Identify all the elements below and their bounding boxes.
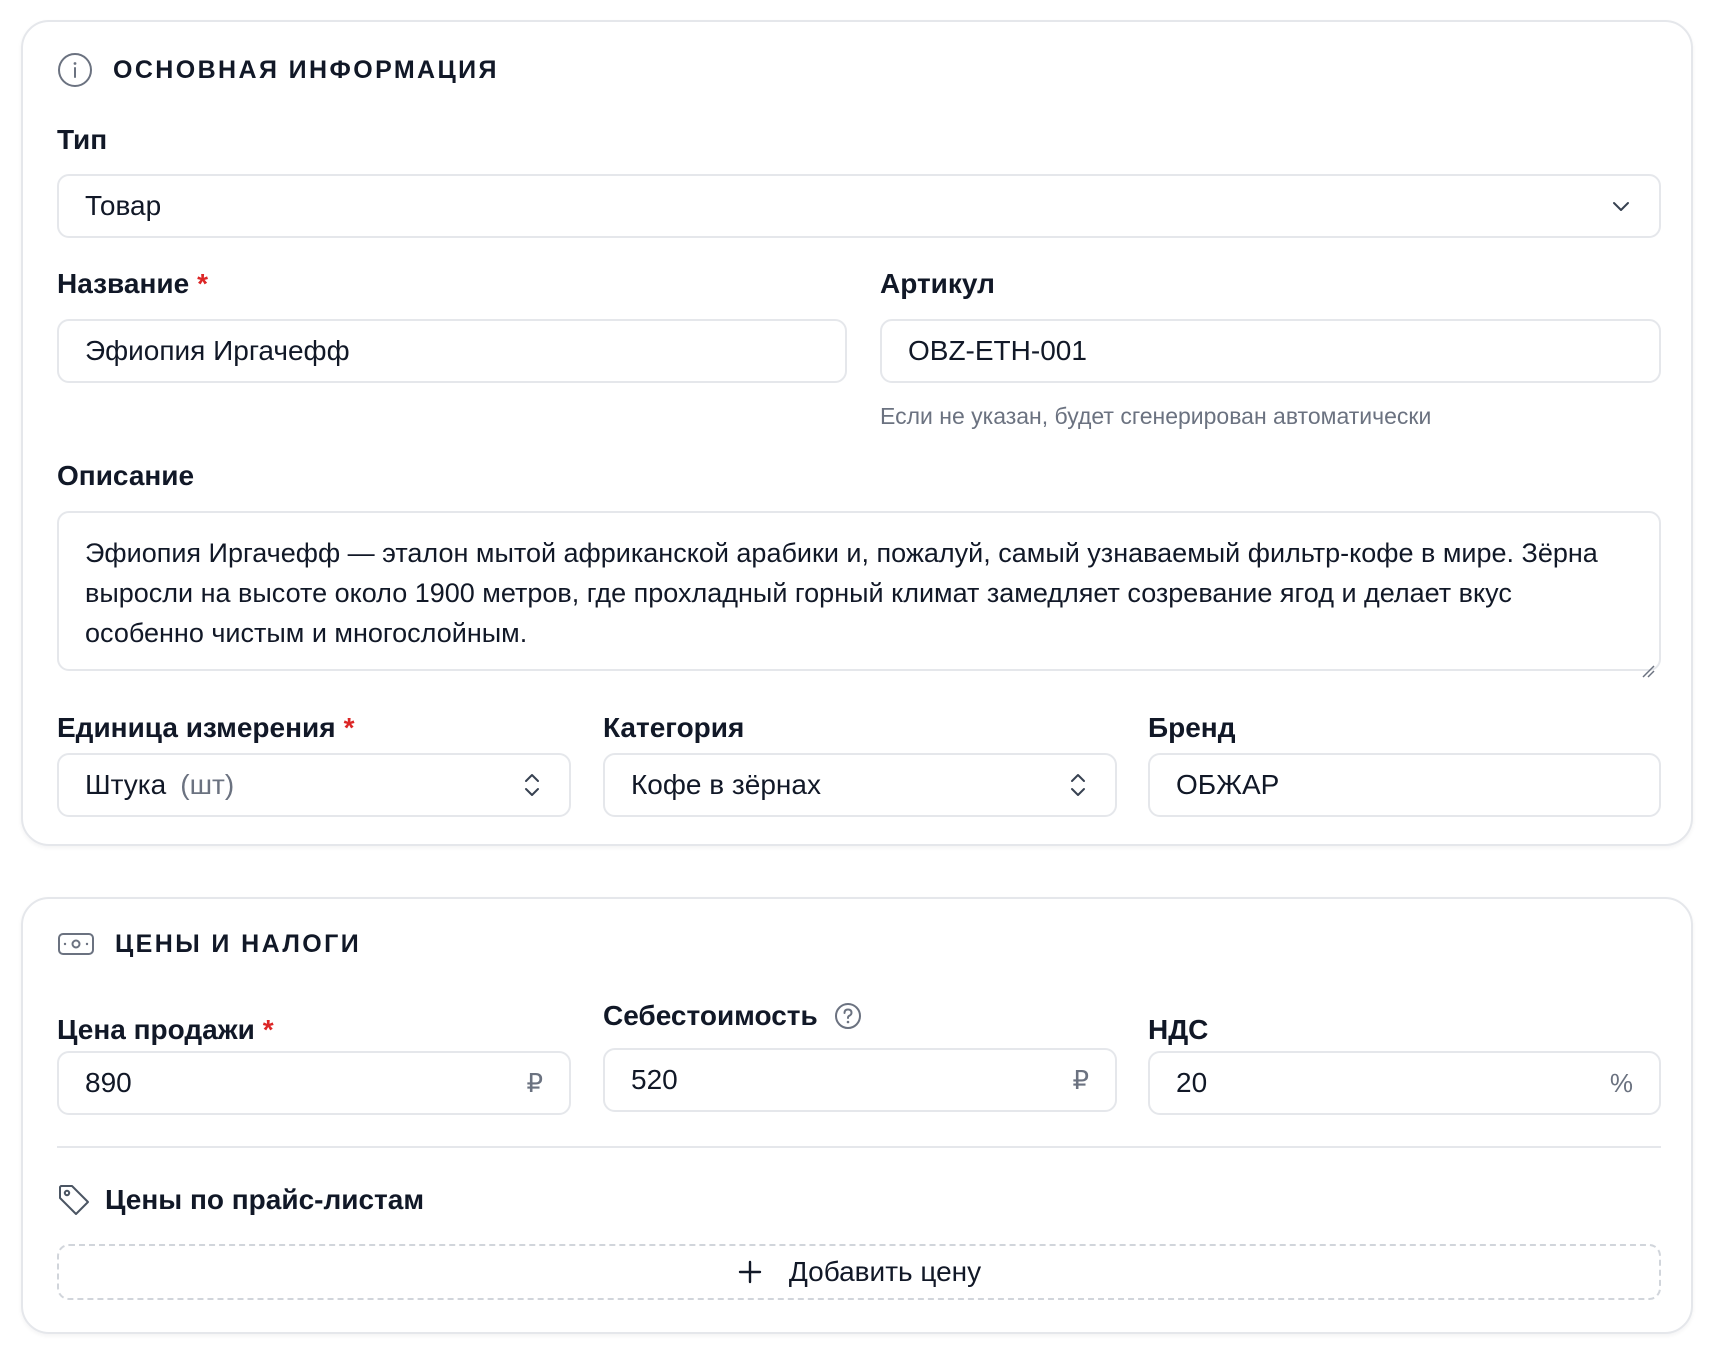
- type-select[interactable]: [57, 174, 1661, 238]
- pricing-header: [57, 929, 361, 959]
- chevron-down-icon: [1609, 194, 1633, 218]
- category-value: Кофе в зёрнах: [631, 769, 821, 800]
- required-mark: *: [197, 268, 209, 299]
- section-title: ОСНОВНАЯ ИНФОРМАЦИЯ: [113, 55, 499, 84]
- divider: [57, 1146, 1661, 1148]
- description-textarea[interactable]: [57, 511, 1661, 671]
- sku-label: Артикул: [880, 268, 995, 299]
- unit-value: Штука: [85, 769, 167, 800]
- section-title: ЦЕНЫ И НАЛОГИ: [115, 929, 362, 958]
- basic-info-header: [57, 52, 499, 88]
- sale-price-label: Цена продажи *: [57, 1014, 274, 1045]
- sku-input[interactable]: [880, 319, 1661, 383]
- basic-info-card: [21, 20, 1693, 846]
- required-mark: *: [262, 1014, 274, 1045]
- cost-input[interactable]: [603, 1048, 1117, 1112]
- vat-value: 20: [1176, 1067, 1208, 1098]
- cost-value: 520: [631, 1064, 678, 1095]
- plus-icon: [737, 1259, 763, 1285]
- percent-icon: %: [1609, 1067, 1633, 1098]
- info-circle-icon: [57, 52, 93, 88]
- ruble-icon: ₽: [1072, 1064, 1089, 1095]
- type-label: Тип: [57, 124, 108, 155]
- tag-icon: [57, 1183, 91, 1217]
- name-label: Название *: [57, 268, 209, 299]
- type-value: Товар: [85, 190, 162, 221]
- category-select[interactable]: [603, 753, 1117, 817]
- ruble-icon: ₽: [526, 1067, 543, 1098]
- price-lists-label: Цены по прайс-листам: [105, 1184, 425, 1215]
- name-value: Эфиопия Иргачефф: [85, 335, 350, 366]
- sale-price-value: 890: [85, 1067, 132, 1098]
- unit-abbr: (шт): [180, 769, 235, 800]
- brand-value: ОБЖАР: [1176, 769, 1280, 800]
- cost-label: Себестоимость: [603, 1000, 862, 1032]
- unit-label: Единица измерения *: [57, 712, 355, 743]
- unit-select[interactable]: [57, 753, 571, 817]
- resize-handle-icon[interactable]: [1639, 649, 1655, 665]
- brand-label: Бренд: [1148, 712, 1236, 743]
- brand-input[interactable]: [1148, 753, 1661, 817]
- pricing-card: [21, 897, 1693, 1334]
- description-value: Эфиопия Иргачефф — эталон мытой африканской арабики и, пожалуй, самый узнаваемый фильтр-кофе в мире. Зёрна выросли на высоте около 1900 метров, где прохладный горный климат замедляет созревание ягод и делает вкус особенно чистым и многослойным.: [85, 538, 1598, 648]
- required-mark: *: [343, 712, 355, 743]
- banknote-icon: [57, 929, 95, 959]
- vat-input[interactable]: [1148, 1051, 1661, 1115]
- sku-value: OBZ-ETH-001: [908, 335, 1087, 366]
- name-input[interactable]: [57, 319, 847, 383]
- chevron-up-down-icon: [521, 770, 543, 800]
- description-label: Описание: [57, 460, 195, 491]
- sale-price-input[interactable]: [57, 1051, 571, 1115]
- vat-label: НДС: [1148, 1014, 1209, 1045]
- price-lists-header: [57, 1183, 424, 1217]
- add-price-button[interactable]: [57, 1244, 1661, 1300]
- sku-hint: Если не указан, будет сгенерирован автоматически: [880, 403, 1432, 429]
- add-price-label: Добавить цену: [788, 1256, 982, 1287]
- chevron-up-down-icon: [1067, 770, 1089, 800]
- question-circle-icon[interactable]: [834, 1002, 862, 1030]
- category-label: Категория: [603, 712, 745, 743]
